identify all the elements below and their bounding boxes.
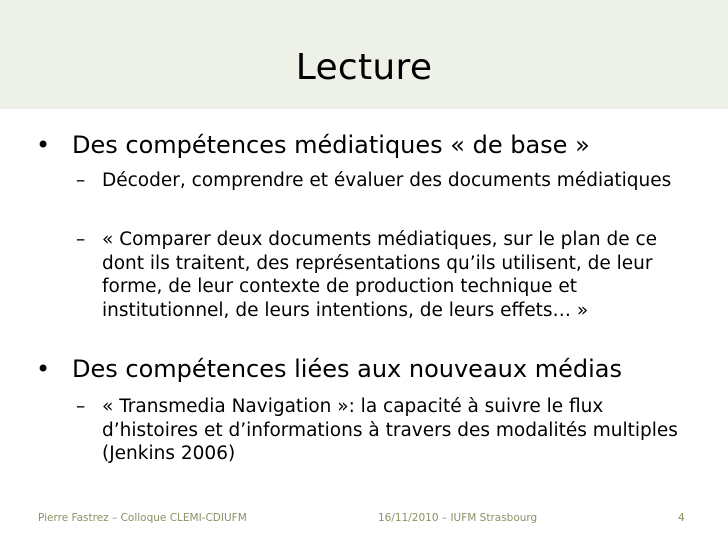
slide-title: Lecture (295, 47, 433, 88)
subbullet-text: Décoder, comprendre et évaluer des documents médiatiques (102, 170, 672, 191)
bullet-text: Des compétences liées aux nouveaux médias (72, 355, 622, 383)
bullet-text: Des compétences médiatiques « de base » (72, 131, 590, 159)
footer-date-venue: 16/11/2010 – IUFM Strasbourg (378, 512, 538, 524)
bullet-icon: • (36, 355, 51, 383)
footer-page-number: 4 (678, 512, 685, 524)
dash-icon: – (76, 229, 86, 250)
dash-icon: – (76, 396, 86, 417)
footer-author: Pierre Fastrez – Colloque CLEMI-CDIUFM (38, 512, 247, 524)
bullet-icon: • (36, 131, 51, 159)
dash-icon: – (76, 170, 86, 191)
subbullet-text: « Comparer deux documents médiatiques, sur le plan de ce dont ils traitent, des représentations qu’ils utilisent, de leur forme, de leur contexte de production technique et institutionnel, de leurs intentions, de leurs effets… » (102, 229, 658, 321)
subbullet-text: « Transmedia Navigation »: la capacité à suivre le flux d’histoires et d’informations à travers des modalités multiples (Jenkins 2006) (102, 396, 678, 464)
